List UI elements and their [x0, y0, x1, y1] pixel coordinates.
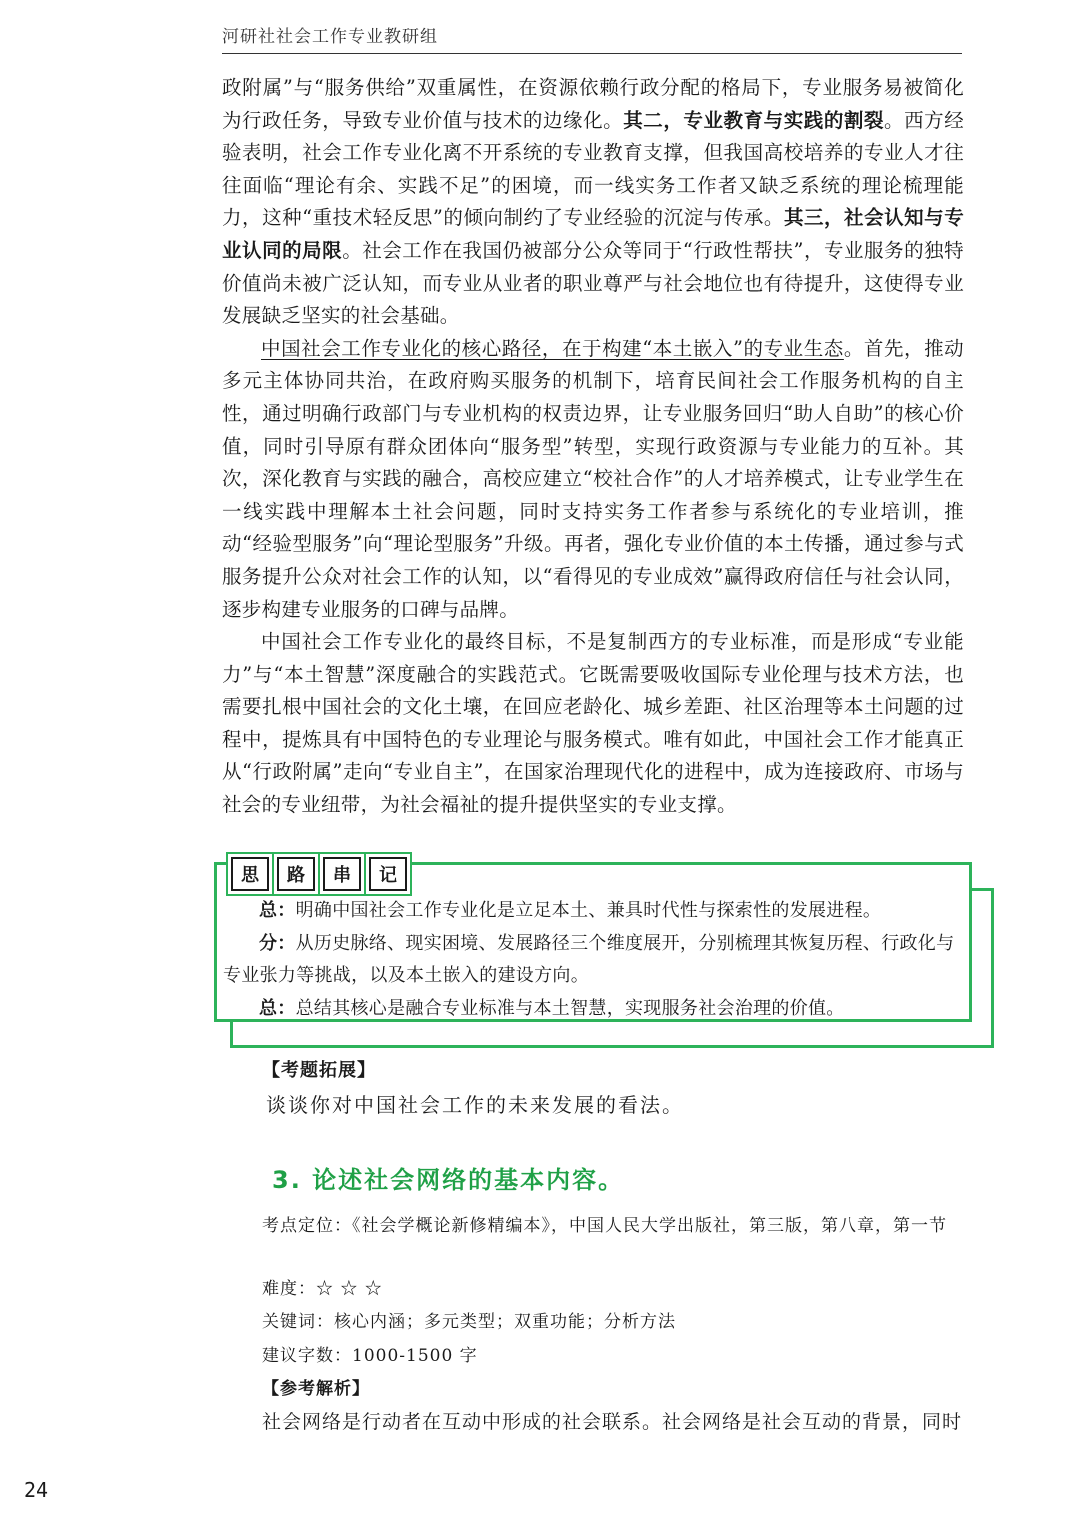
difficulty-line: 难度：☆ ☆ ☆ — [262, 1279, 383, 1299]
paragraph-2: 中国社会工作专业化的核心路径，在于构建“本土嵌入”的专业生态。首先，推动多元主体协同共治，在政府购买服务的机制下，培育民间社会工作服务机构的自主性，通过明确行政部门与专业机构的权责边界，让专业服务回归“助人自助”的核心价值，同时引导原有群众团体向“服务型”转型，实现行政资源与专业能力的互补。其次，深化教育与实践的融合，高校应建立“校社合作”的人才培养模式，让专业学生在一线实践中理解本土社会问题，同时支持实务工作者参与系统化的专业培训，推动“经验型服务”向“理论型服务”升级。再者，强化专业价值的本土传播，通过参与式服务提升公众对社会工作的认知，以“看得见的专业成效”赢得政府信任与社会认同，逐步构建专业服务的口碑与品牌。 — [222, 336, 964, 621]
paragraph-3: 中国社会工作专业化的最终目标，不是复制西方的专业标准，而是形成“专业能力”与“本土智慧”深度融合的实践范式。它既需要吸收国际专业伦理与技术方法，也需要扎根中国社会的文化土壤，在回应老龄化、城乡差距、社区治理等本土问题的过程中，提炼具有中国特色的专业理论与服务模式。唯有如此，中国社会工作才能真正从“行政附属”走向“专业自主”，在国家治理现代化的进程中，成为连接政府、市场与社会的专业纽带，为社会福祉的提升提供坚实的专业支撑。 — [222, 630, 964, 817]
tag-char: 记 — [369, 857, 407, 891]
body-text — [222, 72, 964, 822]
summary-box — [214, 862, 972, 1022]
answer-heading: 【参考解析】 — [262, 1379, 370, 1399]
summary-tags — [231, 857, 407, 891]
underlined-thesis: 中国社会工作专业化的核心路径，在于构建“本土嵌入”的专业生态 — [261, 336, 844, 360]
page-number: 24 — [24, 1478, 49, 1502]
summary-text: 总：明确中国社会工作专业化是立足本土、兼具时代性与探索性的发展进程。 分：从历史脉络、现实困境、发展路径三个维度展开，分别梳理其恢复历程、行政化与专业张力等挑战，以及本土嵌入的建设方向。 总：总结其核心是融合专业标准与本土智慧，实现服务社会治理的价值。 — [223, 900, 955, 1019]
paragraph-1: 政附属”与“服务供给”双重属性，在资源依赖行政分配的格局下，专业服务易被简化为行政任务，导致专业价值与技术的边缘化。其二，专业教育与实践的割裂。西方经验表明，社会工作专业化离不开系统的专业教育支撑，但我国高校培养的专业人才往往面临“理论有余、实践不足”的困境，而一线实务工作者又缺乏系统的理论梳理能力，这种“重技术轻反思”的倾向制约了专业经验的沉淀与传承。其三，社会认知与专业认同的局限。社会工作在我国仍被部分公众等同于“行政性帮扶”，专业服务的独特价值尚未被广泛认知，而专业从业者的职业尊严与社会地位也有待提升，这使得专业发展缺乏坚实的社会基础。 — [222, 76, 965, 328]
running-header: 河研社社会工作专业教研组 — [222, 22, 962, 54]
word-count-line: 建议字数：1000-1500 字 — [262, 1346, 478, 1366]
tag-char: 串 — [323, 857, 361, 891]
extension-question: 谈谈你对中国社会工作的未来发展的看法。 — [266, 1093, 684, 1117]
keywords-line: 关键词：核心内涵；多元类型；双重功能；分析方法 — [262, 1312, 676, 1332]
answer-text: 社会网络是行动者在互动中形成的社会联系。社会网络是社会互动的背景，同时 — [262, 1411, 963, 1433]
tag-char: 路 — [277, 857, 315, 891]
extension-heading: 【考题拓展】 — [262, 1060, 376, 1081]
source-line: 考点定位：《社会学概论新修精编本》，中国人民大学出版社，第三版，第八章，第一节 — [262, 1216, 947, 1236]
question-title: 3. 论述社会网络的基本内容。 — [272, 1166, 625, 1194]
tag-char: 思 — [231, 857, 269, 891]
